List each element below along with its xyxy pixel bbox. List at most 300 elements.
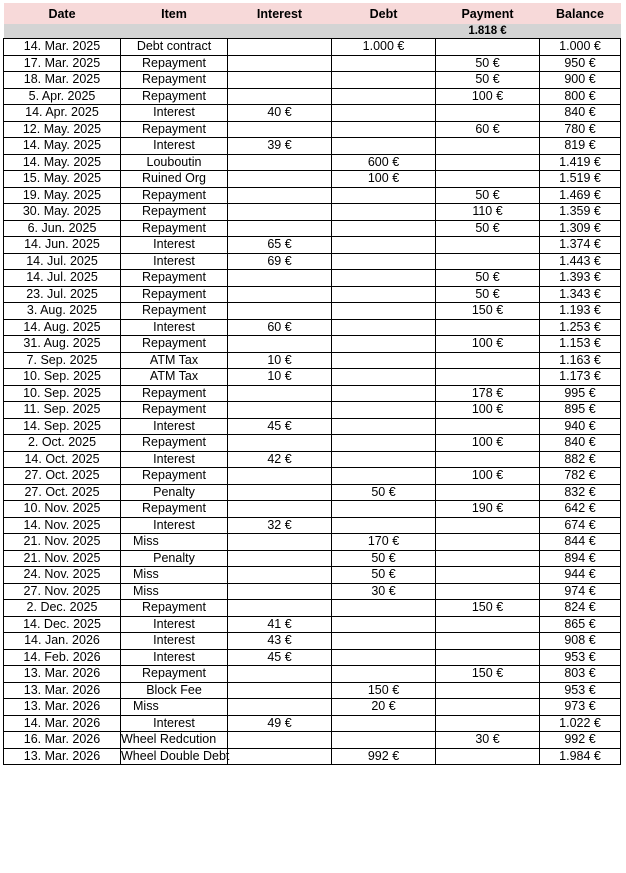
balance-cell: 1.393 € — [540, 270, 621, 287]
payment-cell — [436, 369, 540, 386]
payment-cell: 100 € — [436, 88, 540, 105]
table-row — [4, 303, 621, 320]
balance-cell: 973 € — [540, 699, 621, 716]
balance-cell: 782 € — [540, 468, 621, 485]
interest-cell: 41 € — [228, 616, 332, 633]
table-row — [4, 748, 621, 765]
date-cell: 14. Jul. 2025 — [4, 253, 121, 270]
payment-cell — [436, 633, 540, 650]
balance-cell: 894 € — [540, 550, 621, 567]
date-cell: 14. Sep. 2025 — [4, 418, 121, 435]
debt-cell — [332, 319, 436, 336]
balance-cell: 950 € — [540, 55, 621, 72]
payment-cell: 178 € — [436, 385, 540, 402]
date-cell: 17. Mar. 2025 — [4, 55, 121, 72]
interest-cell — [228, 154, 332, 171]
payment-cell: 50 € — [436, 72, 540, 89]
balance-cell: 840 € — [540, 105, 621, 122]
interest-cell — [228, 484, 332, 501]
date-cell: 14. Mar. 2025 — [4, 39, 121, 56]
debt-cell: 50 € — [332, 550, 436, 567]
item-cell: Repayment — [121, 303, 228, 320]
payment-cell: 100 € — [436, 336, 540, 353]
debt-cell — [332, 286, 436, 303]
debt-cell — [332, 402, 436, 419]
payment-cell: 50 € — [436, 286, 540, 303]
interest-cell — [228, 567, 332, 584]
item-cell: Repayment — [121, 270, 228, 287]
payment-cell — [436, 105, 540, 122]
table-row — [4, 468, 621, 485]
interest-cell — [228, 171, 332, 188]
interest-cell — [228, 385, 332, 402]
item-cell: ATM Tax — [121, 369, 228, 386]
table-row — [4, 88, 621, 105]
table-row — [4, 237, 621, 254]
payment-cell — [436, 138, 540, 155]
payment-cell — [436, 237, 540, 254]
date-cell: 14. Nov. 2025 — [4, 517, 121, 534]
item-cell: Repayment — [121, 435, 228, 452]
total-spacer — [540, 24, 621, 39]
interest-cell — [228, 286, 332, 303]
debt-cell: 992 € — [332, 748, 436, 765]
date-cell: 10. Sep. 2025 — [4, 369, 121, 386]
table-row — [4, 286, 621, 303]
item-cell: Repayment — [121, 385, 228, 402]
table-row — [4, 682, 621, 699]
date-cell: 2. Oct. 2025 — [4, 435, 121, 452]
balance-cell: 780 € — [540, 121, 621, 138]
table-row — [4, 72, 621, 89]
date-cell: 13. Mar. 2026 — [4, 699, 121, 716]
item-cell: Interest — [121, 517, 228, 534]
interest-cell: 32 € — [228, 517, 332, 534]
interest-cell — [228, 220, 332, 237]
header-date: Date — [4, 3, 121, 24]
table-row — [4, 253, 621, 270]
payment-cell — [436, 534, 540, 551]
debt-cell — [332, 715, 436, 732]
payment-cell — [436, 699, 540, 716]
interest-cell — [228, 270, 332, 287]
balance-cell: 1.343 € — [540, 286, 621, 303]
payment-cell: 150 € — [436, 666, 540, 683]
balance-cell: 953 € — [540, 649, 621, 666]
debt-cell: 50 € — [332, 484, 436, 501]
payment-cell: 30 € — [436, 732, 540, 749]
total-row — [4, 24, 621, 39]
date-cell: 14. Dec. 2025 — [4, 616, 121, 633]
debt-cell — [332, 352, 436, 369]
balance-cell: 1.153 € — [540, 336, 621, 353]
payment-cell: 100 € — [436, 435, 540, 452]
balance-cell: 974 € — [540, 583, 621, 600]
date-cell: 10. Nov. 2025 — [4, 501, 121, 518]
table-row — [4, 517, 621, 534]
interest-cell — [228, 550, 332, 567]
balance-cell: 1.469 € — [540, 187, 621, 204]
balance-cell: 882 € — [540, 451, 621, 468]
interest-cell — [228, 187, 332, 204]
table-row — [4, 402, 621, 419]
interest-cell: 49 € — [228, 715, 332, 732]
header-item: Item — [121, 3, 228, 24]
date-cell: 30. May. 2025 — [4, 204, 121, 221]
balance-cell: 1.253 € — [540, 319, 621, 336]
balance-cell: 800 € — [540, 88, 621, 105]
debt-cell — [332, 72, 436, 89]
balance-cell: 1.193 € — [540, 303, 621, 320]
item-cell: Repayment — [121, 204, 228, 221]
header-payment: Payment — [436, 3, 540, 24]
table-row — [4, 600, 621, 617]
debt-cell — [332, 204, 436, 221]
table-row — [4, 171, 621, 188]
interest-cell — [228, 121, 332, 138]
table-row — [4, 385, 621, 402]
debt-cell: 600 € — [332, 154, 436, 171]
balance-cell: 1.984 € — [540, 748, 621, 765]
date-cell: 21. Nov. 2025 — [4, 550, 121, 567]
ledger-rows — [4, 39, 621, 765]
item-cell: ATM Tax — [121, 352, 228, 369]
item-cell: Interest — [121, 253, 228, 270]
debt-cell — [332, 237, 436, 254]
date-cell: 5. Apr. 2025 — [4, 88, 121, 105]
item-cell: Miss — [121, 534, 228, 551]
payment-cell — [436, 567, 540, 584]
interest-cell — [228, 501, 332, 518]
debt-cell — [332, 385, 436, 402]
table-row — [4, 583, 621, 600]
balance-cell: 803 € — [540, 666, 621, 683]
debt-cell — [332, 517, 436, 534]
balance-cell: 1.309 € — [540, 220, 621, 237]
item-cell: Interest — [121, 105, 228, 122]
payment-cell — [436, 154, 540, 171]
date-cell: 14. Mar. 2026 — [4, 715, 121, 732]
date-cell: 13. Mar. 2026 — [4, 748, 121, 765]
debt-cell: 30 € — [332, 583, 436, 600]
interest-cell — [228, 402, 332, 419]
debt-cell — [332, 666, 436, 683]
table-row — [4, 451, 621, 468]
interest-cell — [228, 600, 332, 617]
item-cell: Repayment — [121, 501, 228, 518]
date-cell: 31. Aug. 2025 — [4, 336, 121, 353]
interest-cell: 60 € — [228, 319, 332, 336]
item-cell: Repayment — [121, 72, 228, 89]
item-cell: Wheel Double Debt — [121, 748, 230, 763]
interest-cell — [228, 732, 332, 749]
interest-cell: 45 € — [228, 418, 332, 435]
balance-cell: 944 € — [540, 567, 621, 584]
date-cell: 27. Oct. 2025 — [4, 484, 121, 501]
balance-cell: 642 € — [540, 501, 621, 518]
date-cell: 27. Oct. 2025 — [4, 468, 121, 485]
table-row — [4, 732, 621, 749]
debt-cell: 50 € — [332, 567, 436, 584]
date-cell: 14. May. 2025 — [4, 138, 121, 155]
date-cell: 13. Mar. 2026 — [4, 682, 121, 699]
date-cell: 16. Mar. 2026 — [4, 732, 121, 749]
balance-cell: 995 € — [540, 385, 621, 402]
table-row — [4, 501, 621, 518]
table-row — [4, 138, 621, 155]
interest-cell — [228, 303, 332, 320]
item-cell: Block Fee — [121, 682, 228, 699]
debt-cell — [332, 187, 436, 204]
date-cell: 14. Apr. 2025 — [4, 105, 121, 122]
total-payment: 1.818 € — [436, 24, 540, 39]
interest-cell — [228, 699, 332, 716]
payment-cell: 50 € — [436, 270, 540, 287]
debt-cell — [332, 105, 436, 122]
interest-cell: 69 € — [228, 253, 332, 270]
interest-cell — [228, 468, 332, 485]
balance-cell: 1.022 € — [540, 715, 621, 732]
payment-cell — [436, 253, 540, 270]
table-row — [4, 649, 621, 666]
balance-cell: 824 € — [540, 600, 621, 617]
payment-cell: 100 € — [436, 402, 540, 419]
table-row — [4, 699, 621, 716]
item-cell: Ruined Org — [121, 171, 228, 188]
table-row — [4, 187, 621, 204]
interest-cell — [228, 55, 332, 72]
debt-cell: 170 € — [332, 534, 436, 551]
interest-cell: 45 € — [228, 649, 332, 666]
payment-cell — [436, 418, 540, 435]
item-cell: Repayment — [121, 468, 228, 485]
item-cell: Repayment — [121, 286, 228, 303]
debt-cell — [332, 369, 436, 386]
debt-cell — [332, 121, 436, 138]
table-row — [4, 105, 621, 122]
item-cell: Miss — [121, 699, 228, 716]
balance-cell: 908 € — [540, 633, 621, 650]
date-cell: 21. Nov. 2025 — [4, 534, 121, 551]
interest-cell: 10 € — [228, 369, 332, 386]
balance-cell: 953 € — [540, 682, 621, 699]
payment-cell — [436, 715, 540, 732]
table-row — [4, 550, 621, 567]
date-cell: 14. Oct. 2025 — [4, 451, 121, 468]
item-cell: Interest — [121, 715, 228, 732]
header-debt: Debt — [332, 3, 436, 24]
debt-cell — [332, 138, 436, 155]
item-cell: Interest — [121, 418, 228, 435]
item-cell: Repayment — [121, 220, 228, 237]
payment-cell — [436, 319, 540, 336]
item-cell: Interest — [121, 649, 228, 666]
debt-cell — [332, 435, 436, 452]
date-cell: 2. Dec. 2025 — [4, 600, 121, 617]
balance-cell: 1.173 € — [540, 369, 621, 386]
table-row — [4, 534, 621, 551]
table-header — [4, 3, 621, 39]
balance-cell: 1.000 € — [540, 39, 621, 56]
header-balance: Balance — [540, 3, 621, 24]
interest-cell — [228, 435, 332, 452]
date-cell: 27. Nov. 2025 — [4, 583, 121, 600]
item-cell: Interest — [121, 319, 228, 336]
item-cell: Repayment — [121, 187, 228, 204]
interest-cell: 43 € — [228, 633, 332, 650]
total-spacer — [4, 24, 121, 39]
interest-cell: 40 € — [228, 105, 332, 122]
item-cell: Repayment — [121, 666, 228, 683]
date-cell: 7. Sep. 2025 — [4, 352, 121, 369]
interest-cell — [228, 88, 332, 105]
debt-cell — [332, 220, 436, 237]
payment-cell — [436, 451, 540, 468]
table-row — [4, 369, 621, 386]
item-cell: Penalty — [121, 550, 228, 567]
debt-cell — [332, 600, 436, 617]
interest-cell — [228, 666, 332, 683]
date-cell: 14. Aug. 2025 — [4, 319, 121, 336]
payment-cell — [436, 682, 540, 699]
payment-cell — [436, 517, 540, 534]
table-row — [4, 484, 621, 501]
debt-cell — [332, 732, 436, 749]
interest-cell: 42 € — [228, 451, 332, 468]
item-cell: Penalty — [121, 484, 228, 501]
interest-cell: 65 € — [228, 237, 332, 254]
balance-cell: 900 € — [540, 72, 621, 89]
payment-cell — [436, 39, 540, 56]
interest-cell — [228, 748, 332, 765]
payment-cell — [436, 550, 540, 567]
balance-cell: 819 € — [540, 138, 621, 155]
total-spacer — [121, 24, 228, 39]
debt-cell — [332, 55, 436, 72]
item-cell: Louboutin — [121, 154, 228, 171]
interest-cell — [228, 682, 332, 699]
date-cell: 14. Feb. 2026 — [4, 649, 121, 666]
payment-cell: 150 € — [436, 600, 540, 617]
debt-cell: 150 € — [332, 682, 436, 699]
table-row — [4, 418, 621, 435]
payment-cell: 60 € — [436, 121, 540, 138]
date-cell: 19. May. 2025 — [4, 187, 121, 204]
balance-cell: 1.419 € — [540, 154, 621, 171]
table-row — [4, 121, 621, 138]
payment-cell — [436, 616, 540, 633]
item-cell: Wheel Redcution — [121, 732, 228, 749]
table-row — [4, 55, 621, 72]
date-cell: 24. Nov. 2025 — [4, 567, 121, 584]
date-cell: 13. Mar. 2026 — [4, 666, 121, 683]
payment-cell — [436, 748, 540, 765]
date-cell: 18. Mar. 2025 — [4, 72, 121, 89]
table-row — [4, 352, 621, 369]
interest-cell — [228, 336, 332, 353]
date-cell: 3. Aug. 2025 — [4, 303, 121, 320]
balance-cell: 1.443 € — [540, 253, 621, 270]
item-cell: Interest — [121, 616, 228, 633]
debt-cell: 100 € — [332, 171, 436, 188]
debt-cell — [332, 468, 436, 485]
payment-cell — [436, 583, 540, 600]
item-cell: Interest — [121, 451, 228, 468]
ledger-table — [3, 3, 621, 765]
item-cell: Repayment — [121, 88, 228, 105]
debt-cell — [332, 616, 436, 633]
balance-cell: 674 € — [540, 517, 621, 534]
interest-cell — [228, 39, 332, 56]
interest-cell — [228, 72, 332, 89]
date-cell: 15. May. 2025 — [4, 171, 121, 188]
ledger-sheet — [3, 3, 621, 765]
table-row — [4, 567, 621, 584]
payment-cell — [436, 171, 540, 188]
payment-cell: 150 € — [436, 303, 540, 320]
table-row — [4, 336, 621, 353]
item-cell: Repayment — [121, 600, 228, 617]
date-cell: 12. May. 2025 — [4, 121, 121, 138]
table-row — [4, 154, 621, 171]
debt-cell — [332, 633, 436, 650]
item-cell: Repayment — [121, 121, 228, 138]
balance-cell: 832 € — [540, 484, 621, 501]
payment-cell: 50 € — [436, 187, 540, 204]
debt-cell — [332, 418, 436, 435]
table-row — [4, 39, 621, 56]
debt-cell — [332, 451, 436, 468]
balance-cell: 1.359 € — [540, 204, 621, 221]
item-cell: Repayment — [121, 402, 228, 419]
debt-cell: 1.000 € — [332, 39, 436, 56]
date-cell: 11. Sep. 2025 — [4, 402, 121, 419]
balance-cell: 1.519 € — [540, 171, 621, 188]
debt-cell — [332, 88, 436, 105]
balance-cell: 895 € — [540, 402, 621, 419]
interest-cell: 39 € — [228, 138, 332, 155]
header-interest: Interest — [228, 3, 332, 24]
date-cell: 6. Jun. 2025 — [4, 220, 121, 237]
payment-cell: 100 € — [436, 468, 540, 485]
item-cell: Debt contract — [121, 39, 228, 56]
payment-cell: 50 € — [436, 55, 540, 72]
item-cell: Miss — [121, 583, 228, 600]
table-row — [4, 616, 621, 633]
payment-cell — [436, 484, 540, 501]
table-row — [4, 666, 621, 683]
balance-cell: 1.163 € — [540, 352, 621, 369]
debt-cell — [332, 253, 436, 270]
date-cell: 23. Jul. 2025 — [4, 286, 121, 303]
debt-cell — [332, 501, 436, 518]
date-cell: 14. May. 2025 — [4, 154, 121, 171]
date-cell: 14. Jan. 2026 — [4, 633, 121, 650]
item-cell: Interest — [121, 633, 228, 650]
debt-cell — [332, 649, 436, 666]
table-row — [4, 715, 621, 732]
date-cell: 10. Sep. 2025 — [4, 385, 121, 402]
balance-cell: 844 € — [540, 534, 621, 551]
balance-cell: 940 € — [540, 418, 621, 435]
item-cell: Interest — [121, 237, 228, 254]
item-cell: Interest — [121, 138, 228, 155]
table-row — [4, 204, 621, 221]
total-spacer — [228, 24, 332, 39]
balance-cell: 840 € — [540, 435, 621, 452]
date-cell: 14. Jul. 2025 — [4, 270, 121, 287]
balance-cell: 1.374 € — [540, 237, 621, 254]
